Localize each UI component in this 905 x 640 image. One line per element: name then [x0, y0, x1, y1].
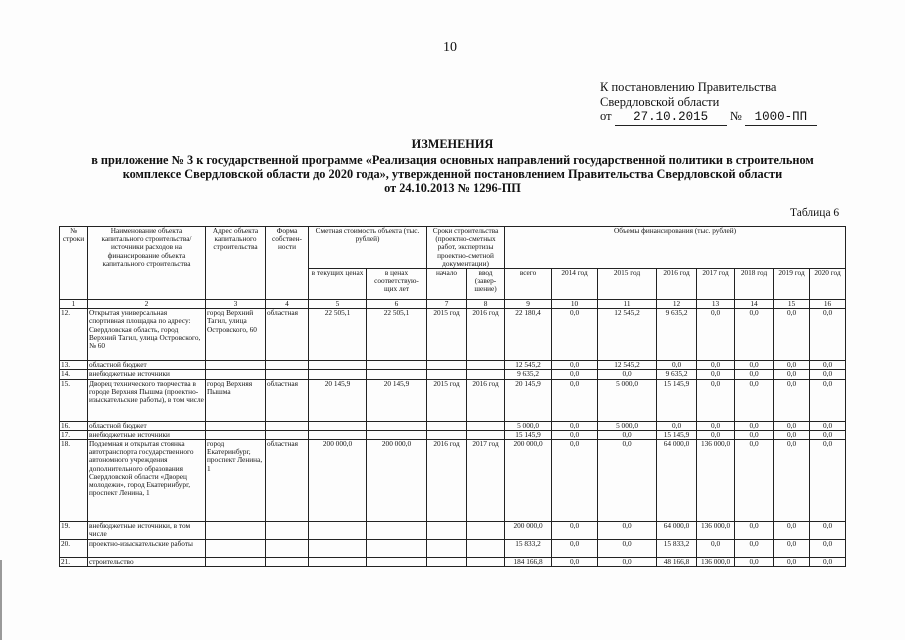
header-year-2020: 2020 год: [810, 269, 846, 300]
ownership-form: областная: [266, 309, 309, 361]
value-2019: 0,0: [774, 309, 810, 361]
header-start: начало: [427, 269, 467, 300]
total-value: 22 180,4: [505, 309, 552, 361]
column-number: 16: [810, 300, 846, 309]
end-year: 2016 год: [467, 379, 505, 421]
column-number: 3: [206, 300, 266, 309]
cost-years: 22 505,1: [367, 309, 427, 361]
value-2017: 0,0: [697, 361, 735, 370]
cost-years: [367, 430, 427, 439]
column-number: 14: [735, 300, 774, 309]
value-2016: 9 635,2: [657, 370, 697, 379]
total-value: 20 145,9: [505, 379, 552, 421]
value-2016: 15 145,9: [657, 379, 697, 421]
column-number: 6: [367, 300, 427, 309]
value-2014: 0,0: [552, 421, 598, 430]
ownership-form: областная: [266, 379, 309, 421]
value-2014: 0,0: [552, 540, 598, 558]
total-value: 5 000,0: [505, 421, 552, 430]
value-2020: 0,0: [810, 558, 846, 567]
value-2014: 0,0: [552, 370, 598, 379]
value-2017: 0,0: [697, 379, 735, 421]
header-ownership-form: Форма собствен-ности: [266, 227, 309, 300]
total-value: 15 145,9: [505, 430, 552, 439]
header-estimated-cost: Сметная стоимость объекта (тыс. рублей): [309, 227, 427, 269]
object-address: город Верхняя Пышма: [206, 379, 266, 421]
header-year-2018: 2018 год: [735, 269, 774, 300]
ownership-form: [266, 540, 309, 558]
value-2017: 136 000,0: [697, 440, 735, 522]
row-number: 15.: [60, 379, 88, 421]
value-2018: 0,0: [735, 430, 774, 439]
end-year: 2017 год: [467, 440, 505, 522]
header-total: всего: [505, 269, 552, 300]
object-name: Дворец технического творчества в городе Верхняя Пышма (проектно-изыскательские работы), в том числе: [88, 379, 206, 421]
document-title: ИЗМЕНЕНИЯ: [411, 137, 494, 151]
value-2020: 0,0: [810, 379, 846, 421]
header-end: ввод (завер-шение): [467, 269, 505, 300]
end-year: 2016 год: [467, 309, 505, 361]
row-number: 14.: [60, 370, 88, 379]
ownership-form: [266, 522, 309, 540]
header-cost-years: в ценах соответствую-щих лет: [367, 269, 427, 300]
cost-current: 22 505,1: [309, 309, 367, 361]
end-year: [467, 522, 505, 540]
table-row: [60, 558, 846, 567]
value-2016: 15 145,9: [657, 430, 697, 439]
page-number: 10: [443, 40, 457, 55]
cost-years: [367, 522, 427, 540]
value-2014: 0,0: [552, 430, 598, 439]
column-number: 2: [88, 300, 206, 309]
decree-number: 1000-ПП: [745, 110, 817, 126]
table-row: [60, 421, 846, 430]
end-year: [467, 370, 505, 379]
value-2018: 0,0: [735, 361, 774, 370]
row-number: 13.: [60, 361, 88, 370]
value-2016: 0,0: [657, 421, 697, 430]
table-row: [60, 440, 846, 522]
value-2016: 15 833,2: [657, 540, 697, 558]
row-number: 18.: [60, 440, 88, 522]
column-number: 7: [427, 300, 467, 309]
value-2019: 0,0: [774, 558, 810, 567]
value-2015: 5 000,0: [598, 421, 657, 430]
value-2018: 0,0: [735, 370, 774, 379]
value-2020: 0,0: [810, 540, 846, 558]
header-object-name: Наименование объекта капитального строительства/ источники расходов на финансирование объекта капитального строительства: [88, 227, 206, 300]
row-number: 20.: [60, 540, 88, 558]
start-year: [427, 421, 467, 430]
total-value: 200 000,0: [505, 440, 552, 522]
value-2019: 0,0: [774, 430, 810, 439]
decree-number-prefix: №: [729, 109, 742, 123]
cost-current: [309, 430, 367, 439]
object-address: [206, 421, 266, 430]
start-year: 2015 год: [427, 379, 467, 421]
ownership-form: областная: [266, 440, 309, 522]
value-2017: 136 000,0: [697, 522, 735, 540]
object-name: внебюджетные источники: [88, 370, 206, 379]
cost-years: [367, 558, 427, 567]
column-number: 1: [60, 300, 88, 309]
ownership-form: [266, 558, 309, 567]
cost-years: [367, 421, 427, 430]
value-2019: 0,0: [774, 361, 810, 370]
column-number: 9: [505, 300, 552, 309]
value-2020: 0,0: [810, 421, 846, 430]
decree-date: 27.10.2015: [615, 110, 727, 126]
value-2015: 0,0: [598, 540, 657, 558]
header-cost-current: в текущих ценах: [309, 269, 367, 300]
value-2018: 0,0: [735, 522, 774, 540]
row-number: 16.: [60, 421, 88, 430]
value-2017: 0,0: [697, 430, 735, 439]
table-label: Таблица 6: [790, 207, 840, 219]
value-2020: 0,0: [810, 522, 846, 540]
object-address: [206, 430, 266, 439]
cost-years: 20 145,9: [367, 379, 427, 421]
object-name: областной бюджет: [88, 361, 206, 370]
table-row: [60, 309, 846, 361]
cost-years: 200 000,0: [367, 440, 427, 522]
value-2018: 0,0: [735, 421, 774, 430]
value-2015: 12 545,2: [598, 361, 657, 370]
row-number: 21.: [60, 558, 88, 567]
column-number: 10: [552, 300, 598, 309]
value-2015: 0,0: [598, 430, 657, 439]
decree-date-line: [600, 109, 817, 126]
value-2015: 0,0: [598, 558, 657, 567]
object-address: [206, 540, 266, 558]
value-2015: 0,0: [598, 440, 657, 522]
value-2020: 0,0: [810, 361, 846, 370]
value-2020: 0,0: [810, 309, 846, 361]
row-number: 17.: [60, 430, 88, 439]
column-number: 15: [774, 300, 810, 309]
value-2018: 0,0: [735, 440, 774, 522]
table-row: [60, 522, 846, 540]
value-2019: 0,0: [774, 370, 810, 379]
value-2015: 0,0: [598, 370, 657, 379]
header-year-2014: 2014 год: [552, 269, 598, 300]
object-name: областной бюджет: [88, 421, 206, 430]
start-year: [427, 522, 467, 540]
start-year: [427, 558, 467, 567]
table-row: [60, 540, 846, 558]
header-year-2015: 2015 год: [598, 269, 657, 300]
cost-current: [309, 522, 367, 540]
object-name: строительство: [88, 558, 206, 567]
value-2019: 0,0: [774, 379, 810, 421]
header-funding-volumes: Объемы финансирования (тыс. рублей): [505, 227, 846, 269]
value-2019: 0,0: [774, 540, 810, 558]
document-subtitle-line-3: от 24.10.2013 № 1296-ПП: [384, 181, 521, 195]
value-2014: 0,0: [552, 522, 598, 540]
value-2017: 0,0: [697, 540, 735, 558]
value-2018: 0,0: [735, 309, 774, 361]
value-2018: 0,0: [735, 558, 774, 567]
start-year: [427, 361, 467, 370]
column-number: 4: [266, 300, 309, 309]
object-name: Открытая универсальная спортивная площадка по адресу: Свердловская область, город Верхний Тагил, улица Островского, № 60: [88, 309, 206, 361]
value-2019: 0,0: [774, 421, 810, 430]
decree-line-2: Свердловской области: [600, 94, 720, 109]
end-year: [467, 361, 505, 370]
value-2015: 5 000,0: [598, 379, 657, 421]
value-2015: 12 545,2: [598, 309, 657, 361]
cost-years: [367, 361, 427, 370]
value-2020: 0,0: [810, 370, 846, 379]
value-2016: 64 000,0: [657, 522, 697, 540]
end-year: [467, 540, 505, 558]
cost-current: 200 000,0: [309, 440, 367, 522]
header-construction-terms: Сроки строительства (проектно-сметных работ, экспертизы проектно-сметной документации): [427, 227, 505, 269]
value-2016: 48 166,8: [657, 558, 697, 567]
column-number-row: [60, 300, 846, 309]
table-row: [60, 361, 846, 370]
cost-current: [309, 361, 367, 370]
start-year: [427, 430, 467, 439]
cost-current: [309, 558, 367, 567]
object-address: [206, 558, 266, 567]
object-name: внебюджетные источники, в том числе: [88, 522, 206, 540]
total-value: 9 635,2: [505, 370, 552, 379]
header-year-2017: 2017 год: [697, 269, 735, 300]
object-address: [206, 522, 266, 540]
document-subtitle-line-2: комплексе Свердловской области до 2020 года», утвержденной постановлением Правительства Свердловской области: [122, 167, 783, 181]
start-year: 2015 год: [427, 309, 467, 361]
header-year-2019: 2019 год: [774, 269, 810, 300]
object-address: [206, 361, 266, 370]
total-value: 200 000,0: [505, 522, 552, 540]
object-address: город Екатеринбург, проспект Ленина, 1: [206, 440, 266, 522]
cost-years: [367, 540, 427, 558]
value-2018: 0,0: [735, 540, 774, 558]
value-2017: 136 000,0: [697, 558, 735, 567]
cost-current: 20 145,9: [309, 379, 367, 421]
end-year: [467, 430, 505, 439]
value-2016: 9 635,2: [657, 309, 697, 361]
table-row: [60, 370, 846, 379]
start-year: [427, 540, 467, 558]
value-2017: 0,0: [697, 309, 735, 361]
header-row-1: [60, 227, 846, 269]
value-2014: 0,0: [552, 379, 598, 421]
value-2014: 0,0: [552, 440, 598, 522]
value-2016: 64 000,0: [657, 440, 697, 522]
document-subtitle-line-1: в приложение № 3 к государственной программе «Реализация основных направлений государственной политики в строительном: [91, 153, 814, 167]
value-2014: 0,0: [552, 309, 598, 361]
header-year-2016: 2016 год: [657, 269, 697, 300]
value-2014: 0,0: [552, 361, 598, 370]
header-row-number: № строки: [60, 227, 88, 300]
decree-date-prefix: от: [600, 109, 612, 123]
value-2020: 0,0: [810, 430, 846, 439]
column-number: 11: [598, 300, 657, 309]
ownership-form: [266, 421, 309, 430]
total-value: 15 833,2: [505, 540, 552, 558]
column-number: 5: [309, 300, 367, 309]
column-number: 8: [467, 300, 505, 309]
cost-years: [367, 370, 427, 379]
total-value: 184 166,8: [505, 558, 552, 567]
start-year: [427, 370, 467, 379]
funding-table: [59, 226, 846, 567]
scan-edge: [0, 560, 2, 640]
end-year: [467, 558, 505, 567]
value-2020: 0,0: [810, 440, 846, 522]
ownership-form: [266, 430, 309, 439]
row-number: 19.: [60, 522, 88, 540]
total-value: 12 545,2: [505, 361, 552, 370]
ownership-form: [266, 370, 309, 379]
object-name: внебюджетные источники: [88, 430, 206, 439]
object-address: город Верхний Тагил, улица Островского, 60: [206, 309, 266, 361]
value-2015: 0,0: [598, 522, 657, 540]
row-number: 12.: [60, 309, 88, 361]
table-row: [60, 430, 846, 439]
cost-current: [309, 421, 367, 430]
object-name: проектно-изыскательские работы: [88, 540, 206, 558]
value-2017: 0,0: [697, 421, 735, 430]
end-year: [467, 421, 505, 430]
value-2019: 0,0: [774, 440, 810, 522]
table-row: [60, 379, 846, 421]
column-number: 13: [697, 300, 735, 309]
ownership-form: [266, 361, 309, 370]
decree-reference: [600, 80, 817, 126]
column-number: 12: [657, 300, 697, 309]
value-2016: 0,0: [657, 361, 697, 370]
value-2017: 0,0: [697, 370, 735, 379]
object-name: Подземная и открытая стоянка автотранспорта государственного автономного учреждения дополнительного образования Свердловской области «Дворец молодежи», город Екатеринбург, проспект Ленина, 1: [88, 440, 206, 522]
value-2014: 0,0: [552, 558, 598, 567]
object-address: [206, 370, 266, 379]
cost-current: [309, 370, 367, 379]
value-2019: 0,0: [774, 522, 810, 540]
value-2018: 0,0: [735, 379, 774, 421]
decree-line-1: К постановлению Правительства: [600, 80, 777, 94]
header-address: Адрес объекта капитального строительства: [206, 227, 266, 300]
cost-current: [309, 540, 367, 558]
start-year: 2016 год: [427, 440, 467, 522]
